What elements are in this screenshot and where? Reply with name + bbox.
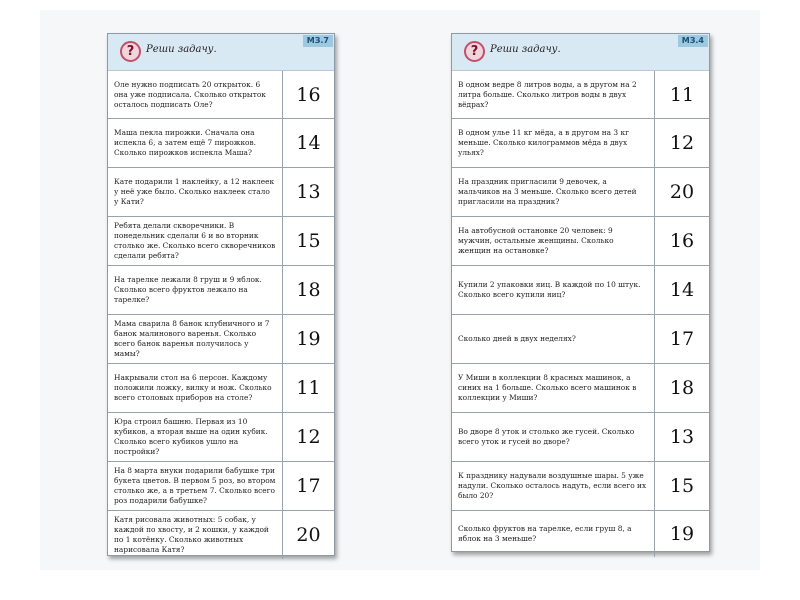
task-answer: 12 (282, 413, 334, 461)
task-row (108, 168, 334, 217)
task-row (108, 315, 334, 364)
task-question: Катя рисовала животных: 5 собак, у каждой по хвосту, и 2 кошки, у каждой по 1 котёнку. Сколько животных нарисовала Катя? (114, 515, 269, 554)
task-row (452, 119, 709, 168)
task-question: Купили 2 упаковки яиц. В каждой по 10 штук. Сколько всего купили яиц? (458, 280, 641, 299)
card-badge: МЗ.7 (303, 35, 333, 47)
task-list (108, 71, 334, 555)
task-row (108, 119, 334, 168)
task-row (452, 364, 709, 413)
task-question: Сколько фруктов на тарелке, если груш 8, а яблок на 3 меньше? (458, 524, 632, 543)
task-row (108, 364, 334, 413)
task-question: Мама сварила 8 банок клубничного и 7 банок малинового варенья. Сколько всего банок варенья получилось у мамы? (114, 319, 270, 358)
task-row (108, 217, 334, 266)
task-list (452, 71, 709, 551)
task-answer: 16 (282, 71, 334, 118)
task-answer: 17 (654, 315, 709, 363)
task-row (108, 266, 334, 315)
task-answer: 12 (654, 119, 709, 167)
task-answer: 15 (654, 462, 709, 510)
question-icon: ? (464, 41, 485, 62)
task-row (108, 413, 334, 462)
task-question: В одном ведре 8 литров воды, а в другом на 2 литра больше. Сколько литров воды в двух вёдрах? (458, 79, 637, 109)
task-row (452, 462, 709, 511)
task-question: Во дворе 8 уток и столько же гусей. Сколько всего уток и гусей во дворе? (458, 427, 635, 446)
task-answer: 20 (282, 511, 334, 559)
card-header (452, 34, 709, 71)
task-question: На праздник пригласили 9 девочек, а мальчиков на 3 меньше. Сколько всего детей пригласили на праздник? (458, 177, 637, 206)
task-question: Оле нужно подписать 20 открыток. 6 она уже подписала. Сколько открыток осталось подписать Оле? (114, 79, 266, 109)
task-answer: 11 (654, 71, 709, 118)
task-question: Ребята делали скворечники. В понедельник сделали 6 и во вторник столько же. Сколько всего скворечников сделали ребята? (114, 221, 276, 260)
card-title: Реши задачу. (490, 44, 561, 55)
task-row (452, 168, 709, 217)
task-row (108, 71, 334, 119)
task-answer: 19 (654, 511, 709, 557)
task-answer: 14 (282, 119, 334, 167)
task-question: У Миши в коллекции 8 красных машинок, а синих на 1 больше. Сколько всего машинок в коллекции у Миши? (458, 373, 637, 402)
task-answer: 17 (282, 462, 334, 510)
task-card-left (107, 33, 335, 556)
card-header (108, 34, 334, 71)
task-row (452, 413, 709, 462)
task-question: В одном улье 11 кг мёда, а в другом на 3 кг меньше. Сколько килограммов мёда в двух ульях? (458, 128, 629, 157)
task-question: Накрывали стол на 6 персон. Каждому положили ложку, вилку и нож. Сколько всего столовых приборов на столе? (114, 373, 272, 402)
task-answer: 16 (654, 217, 709, 265)
task-answer: 13 (654, 413, 709, 461)
question-icon: ? (120, 41, 141, 62)
task-question: На тарелке лежали 8 груш и 9 яблок. Сколько всего фруктов лежало на тарелке? (114, 275, 262, 304)
task-answer: 18 (282, 266, 334, 314)
task-answer: 15 (282, 217, 334, 265)
task-question: На автобусной остановке 20 человек: 9 мужчин, остальные женщины. Сколько женщин на остановке? (458, 226, 614, 255)
task-question: Кате подарили 1 наклейку, а 12 наклеек у неё уже было. Сколько наклеек стало у Кати? (114, 177, 275, 206)
task-question: Юра строил башню. Первая из 10 кубиков, а вторая выше на один кубик. Сколько всего кубиков ушло на постройки? (114, 417, 268, 456)
task-row (108, 511, 334, 559)
task-answer: 14 (654, 266, 709, 314)
task-row (452, 511, 709, 557)
task-row (452, 217, 709, 266)
task-question: К празднику надували воздушные шары. 5 уже надули. Сколько осталось надуть, если всего их было 20? (458, 471, 647, 500)
task-row (452, 266, 709, 315)
task-answer: 11 (282, 364, 334, 412)
task-row (108, 462, 334, 511)
task-row (452, 71, 709, 119)
task-answer: 20 (654, 168, 709, 216)
card-title: Реши задачу. (146, 44, 217, 55)
task-question: Сколько дней в двух неделях? (458, 334, 576, 343)
task-answer: 18 (654, 364, 709, 412)
task-answer: 19 (282, 315, 334, 363)
task-answer: 13 (282, 168, 334, 216)
task-row (452, 315, 709, 364)
task-question: Маша пекла пирожки. Сначала она испекла 6, а затем ещё 7 пирожков. Сколько пирожков испекла Маша? (114, 128, 257, 157)
task-question: На 8 марта внуки подарили бабушке три букета цветов. В первом 5 роз, во втором столько же, а в третьем 7. Сколько всего роз подарили бабушке? (114, 466, 276, 505)
card-badge: МЗ.4 (678, 35, 708, 47)
task-card-right (451, 33, 710, 552)
